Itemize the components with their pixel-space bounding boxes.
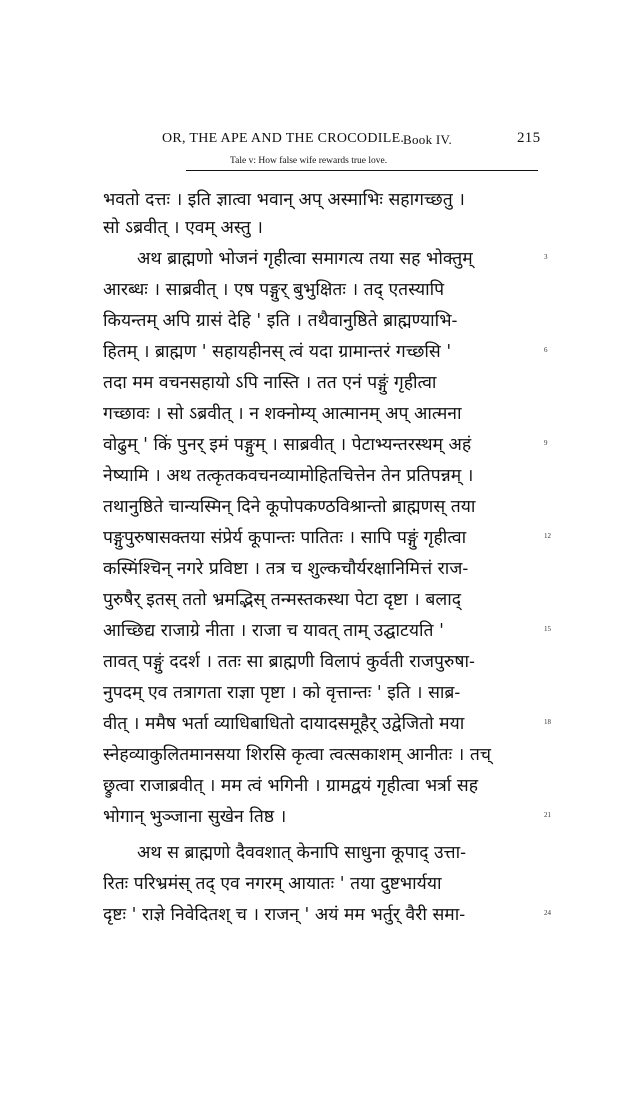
text-line: नेष्यामि । अथ तत्कृतकवचनव्यामोहितचित्तेन तेन प्रतिपन्नम् । — [103, 466, 474, 486]
text-line: आच्छिद्य राजाग्रे नीता । राजा च यावत् ताम् उद्घाटयति ' — [103, 621, 444, 641]
margin-line-number: 18 — [544, 718, 551, 726]
margin-line-number: 9 — [544, 439, 548, 447]
text-line: तदा मम वचनसहायो ऽपि नास्ति । तत एनं पङ्गुं गृहीत्वा — [103, 373, 437, 393]
text-line: कियन्तम् अपि ग्रासं देहि ' इति । तथैवानुष्ठिते ब्राह्मण्याभि- — [103, 311, 458, 331]
text-line: पुरुषैर् इतस् ततो भ्रमद्भिस् तन्मस्तकस्था पेटा दृष्टा । बलाद् — [103, 590, 462, 610]
text-line: तथानुष्ठिते चान्यस्मिन् दिने कूपोपकण्ठविश्रान्तो ब्राह्मणस् तया — [103, 497, 476, 517]
text-line: भोगान् भुञ्जाना सुखेन तिष्ठ । — [103, 807, 287, 827]
margin-line-number: 6 — [544, 346, 548, 354]
text-line: भवतो दत्तः । इति ज्ञात्वा भवान् अप् अस्माभिः सहागच्छतु । — [103, 190, 465, 210]
page-number: 215 — [517, 130, 541, 146]
margin-line-number: 12 — [544, 532, 551, 540]
book-label: Book IV. — [403, 132, 453, 147]
text-line: नुपदम् एव तत्रागता राज्ञा पृष्टा । को वृत्तान्तः ' इति । साब्र- — [103, 683, 461, 703]
text-line: अथ ब्राह्मणो भोजनं गृहीत्वा समागत्य तया सह भोक्तुम् — [137, 249, 473, 269]
margin-line-number: 3 — [544, 253, 548, 261]
tale-subtitle: Tale v: How false wife rewards true love. — [230, 156, 388, 166]
margin-line-number: 15 — [544, 625, 551, 633]
margin-line-number: 24 — [544, 909, 551, 917]
text-line: दृष्टः ' राज्ञे निवेदितश् च । राजन् ' अयं मम भर्तुर् वैरी समा- — [103, 905, 466, 925]
text-line: कस्मिंश्चिन् नगरे प्रविष्टा । तत्र च शुल्कचौर्यरक्षानिमित्तं राज- — [103, 559, 469, 579]
text-line: अथ स ब्राह्मणो दैववशात् केनापि साधुना कूपाद् उत्ता- — [137, 843, 467, 863]
text-line: वोढुम् ' किं पुनर् इमं पङ्गुम् । साब्रवीत् । पेटाभ्यन्तरस्थम् अहं — [103, 435, 472, 455]
text-line: स्नेहव्याकुलितमानसया शिरसि कृत्वा त्वत्सकाशम् आनीतः । तच् — [103, 745, 491, 765]
text-line: गच्छावः । सो ऽब्रवीत् । न शक्नोम्य् आत्मानम् अप् आत्मना — [103, 404, 462, 424]
text-line: पङ्गुपुरुषासक्तया संप्रेर्य कूपान्तः पातितः । सापि पङ्गुं गृहीत्वा — [103, 528, 467, 548]
text-line: रितः परिभ्रमंस् तद् एव नगरम् आयातः ' तया दुष्टभार्यया — [103, 874, 442, 894]
running-head-title: OR, THE APE AND THE CROCODILE. — [162, 131, 405, 146]
header-rule — [186, 170, 538, 171]
text-line: आरब्धः । साब्रवीत् । एष पङ्गुर् बुभुक्षितः । तद् एतस्यापि — [103, 280, 445, 300]
text-line: वीत् । ममैष भर्ता व्याधिबाधितो दायादसमूहैर् उद्वेजितो मया — [103, 714, 465, 734]
text-line: छ्रुत्वा राजाब्रवीत् । मम त्वं भगिनी । ग्रामद्वयं गृहीत्वा भर्त्रा सह — [103, 776, 479, 796]
running-head — [162, 131, 562, 151]
margin-line-number: 21 — [544, 811, 551, 819]
text-line: तावत् पङ्गुं ददर्श । ततः सा ब्राह्मणी विलापं कुर्वती राजपुरुषा- — [103, 652, 475, 672]
text-line: हितम् । ब्राह्मण ' सहायहीनस् त्वं यदा ग्रामान्तरं गच्छसि ' — [103, 342, 452, 362]
text-line: सो ऽब्रवीत् । एवम् अस्तु । — [103, 218, 263, 238]
